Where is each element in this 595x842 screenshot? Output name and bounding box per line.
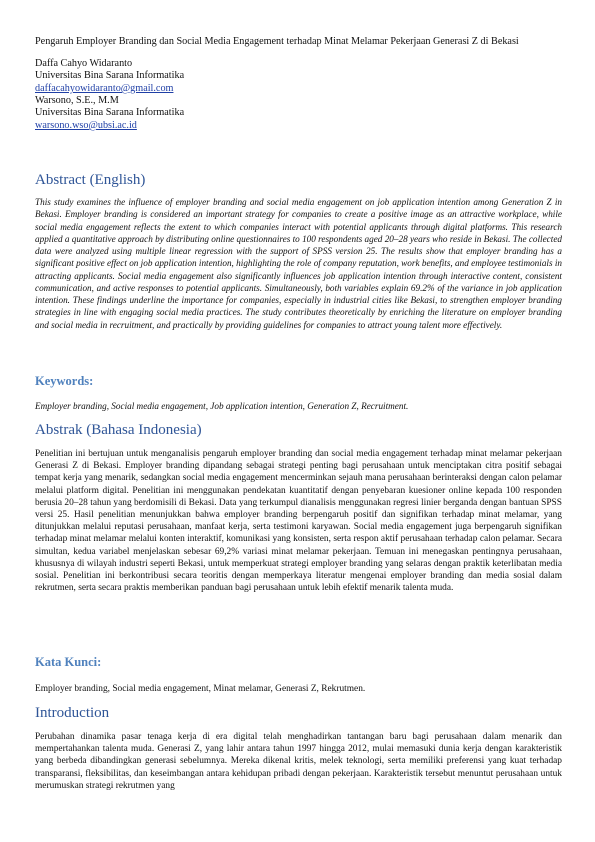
- paper-title: Pengaruh Employer Branding dan Social Media Engagement terhadap Minat Melamar Pekerjaan Generasi Z di Bekasi: [35, 36, 519, 47]
- abstract-en-heading: Abstract (English): [35, 172, 146, 188]
- introduction-text: Perubahan dinamika pasar tenaga kerja di era digital telah menghadirkan tantangan baru bagi perusahaan dalam menarik dan mempertahankan talenta muda. Generasi Z, yang lahir antara tahun 1997 hingga 2012, mulai memasuki dunia kerja dengan karakteristik yang berbeda dibandingkan generasi sebelumnya. Mereka dikenal kritis, melek teknologi, serta memiliki preferensi yang kuat terhadap transparansi, fleksibilitas, dan keseimbangan antara kehidupan pribadi dengan pekerjaan. Karakteristik tersebut menuntut perusahaan untuk merumuskan strategi rekrutmen yang: [35, 732, 562, 791]
- author-affiliation: Universitas Bina Sarana Informatika: [35, 70, 185, 82]
- abstract-en-text: This study examines the influence of employer branding and social media engagement on job application intention among Generation Z in Bekasi. Employer branding is considered an important strategy for companies to create a positive image as an attractive workplace, while social media engagement reflects the extent to which companies interact with potential applicants through digital platforms. This research applied a quantitative approach by distributing online questionnaires to 100 respondents aged 20–28 years who reside in Bekasi. The collected data were analyzed using multiple linear regression with the support of SPSS version 25. The results show that employer branding has a significant positive effect on job application intention, highlighting the role of company reputation, work benefits, and employee testimonials in attracting applicants. Social media engagement also significantly influences job application intention through interactive content, consistent communication, and active responses to potential applicants. Simultaneously, both variables explain 69.2% of the variance in job application intention. These findings underline the importance for companies, especially in industrial cities like Bekasi, to strengthen employer branding strategies in line with engaging social media practices. The study contributes theoretically by enriching the literature on employer branding and social media in recruitment, and practically by providing guidelines for companies to attract young talent more effectively.: [35, 197, 562, 330]
- author-block-2: [35, 95, 562, 132]
- author-affiliation: Universitas Bina Sarana Informatika: [35, 107, 185, 119]
- keywords-id-heading: Kata Kunci:: [35, 655, 102, 669]
- author-name: Daffa Cahyo Widaranto: [35, 58, 133, 69]
- introduction-heading: Introduction: [35, 705, 110, 721]
- author-name: Warsono, S.E., M.M: [35, 95, 119, 106]
- author-email-link[interactable]: warsono.wso@ubsi.ac.id: [35, 119, 137, 131]
- keywords-id-text: Employer branding, Social media engagement, Minat melamar, Generasi Z, Rekrutmen.: [35, 684, 366, 694]
- keywords-en-text: Employer branding, Social media engagement, Job application intention, Generation Z, Recruitment.: [35, 401, 409, 411]
- author-block-1: [35, 58, 562, 95]
- author-email-link[interactable]: daffacahyowidaranto@gmail.com: [35, 82, 174, 94]
- abstract-id-heading: Abstrak (Bahasa Indonesia): [35, 422, 202, 438]
- keywords-en-heading: Keywords:: [35, 374, 94, 388]
- abstract-id-text: Penelitian ini bertujuan untuk menganalisis pengaruh employer branding dan social media engagement terhadap minat melamar pekerjaan Generasi Z di Bekasi. Employer branding dipandang sebagai strategi penting bagi perusahaan untuk menciptakan citra positif sebagai tempat kerja yang menarik, sedangkan social media engagement mencerminkan sejauh mana perusahaan berinteraksi dengan calon pelamar melalui platform digital. Penelitian ini menggunakan pendekatan kuantitatif dengan penyebaran kuesioner online kepada 100 responden berusia 20–28 tahun yang berdomisili di Bekasi. Data yang terkumpul dianalisis menggunakan regresi linier berganda dengan bantuan SPSS versi 25. Hasil penelitian menunjukkan bahwa employer branding berpengaruh positif dan signifikan terhadap minat melamar, yang ditunjukkan melalui reputasi perusahaan, manfaat kerja, serta testimoni karyawan. Social media engagement juga berpengaruh signifikan terhadap minat melamar melalui konten interaktif, komunikasi yang konsisten, serta respon aktif perusahaan terhadap calon pelamar. Secara simultan, kedua variabel menjelaskan sebesar 69,2% variasi minat melamar pekerjaan. Temuan ini menegaskan pentingnya perusahaan, khususnya di wilayah industri seperti Bekasi, untuk memperkuat strategi employer branding yang selaras dengan praktik keterlibatan media sosial. Penelitian ini berkontribusi secara teoritis dengan memperkaya literatur mengenai employer branding dan media sosial dalam rekrutmen, serta secara praktis memberikan panduan bagi perusahaan untuk lebih efektif menarik talenta muda.: [35, 449, 562, 594]
